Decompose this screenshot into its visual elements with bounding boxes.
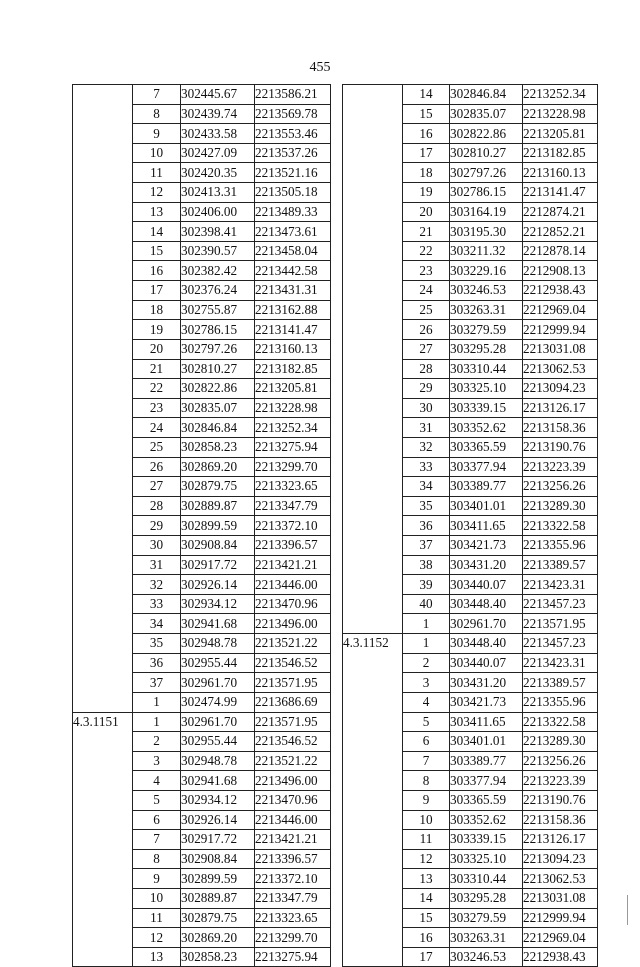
coordinate-table-left bbox=[72, 84, 331, 967]
x-coordinate-cell: 303310.44 bbox=[450, 359, 523, 379]
y-coordinate-cell: 2213182.85 bbox=[523, 143, 598, 163]
x-coordinate-cell: 302822.86 bbox=[450, 124, 523, 144]
point-index-cell: 35 bbox=[403, 496, 450, 516]
y-coordinate-cell: 2213470.96 bbox=[255, 594, 331, 614]
page-number: 455 bbox=[309, 60, 331, 75]
y-coordinate-cell: 2213473.61 bbox=[255, 222, 331, 242]
y-coordinate-cell: 2213505.18 bbox=[255, 183, 331, 203]
point-index-cell: 5 bbox=[133, 790, 181, 810]
point-index-cell: 1 bbox=[403, 614, 450, 634]
x-coordinate-cell: 303295.28 bbox=[450, 339, 523, 359]
y-coordinate-cell: 2213160.13 bbox=[255, 339, 331, 359]
x-coordinate-cell: 303352.62 bbox=[450, 810, 523, 830]
x-coordinate-cell: 303440.07 bbox=[450, 653, 523, 673]
x-coordinate-cell: 302398.41 bbox=[181, 222, 255, 242]
y-coordinate-cell: 2213355.96 bbox=[523, 692, 598, 712]
x-coordinate-cell: 302869.20 bbox=[181, 928, 255, 948]
y-coordinate-cell: 2213496.00 bbox=[255, 614, 331, 634]
point-index-cell: 37 bbox=[133, 673, 181, 693]
point-index-cell: 10 bbox=[133, 143, 181, 163]
y-coordinate-cell: 2213421.21 bbox=[255, 830, 331, 850]
x-coordinate-cell: 303164.19 bbox=[450, 202, 523, 222]
point-index-cell: 25 bbox=[133, 437, 181, 457]
point-index-cell: 27 bbox=[403, 339, 450, 359]
point-index-cell: 12 bbox=[133, 183, 181, 203]
x-coordinate-cell: 302786.15 bbox=[181, 320, 255, 340]
point-index-cell: 29 bbox=[403, 379, 450, 399]
y-coordinate-cell: 2213141.47 bbox=[255, 320, 331, 340]
point-index-cell: 19 bbox=[133, 320, 181, 340]
x-coordinate-cell: 303263.31 bbox=[450, 300, 523, 320]
y-coordinate-cell: 2213489.33 bbox=[255, 202, 331, 222]
point-index-cell: 30 bbox=[403, 398, 450, 418]
x-coordinate-cell: 302879.75 bbox=[181, 908, 255, 928]
x-coordinate-cell: 302474.99 bbox=[181, 692, 255, 712]
x-coordinate-cell: 302846.84 bbox=[181, 418, 255, 438]
y-coordinate-cell: 2213228.98 bbox=[255, 398, 331, 418]
y-coordinate-cell: 2213141.47 bbox=[523, 183, 598, 203]
x-coordinate-cell: 302846.84 bbox=[450, 85, 523, 105]
x-coordinate-cell: 302835.07 bbox=[450, 104, 523, 124]
y-coordinate-cell: 2213190.76 bbox=[523, 790, 598, 810]
point-index-cell: 38 bbox=[403, 555, 450, 575]
point-index-cell: 19 bbox=[403, 183, 450, 203]
x-coordinate-cell: 302376.24 bbox=[181, 281, 255, 301]
x-coordinate-cell: 302948.78 bbox=[181, 634, 255, 654]
x-coordinate-cell: 303295.28 bbox=[450, 888, 523, 908]
y-coordinate-cell: 2213569.78 bbox=[255, 104, 331, 124]
point-index-cell: 16 bbox=[133, 261, 181, 281]
point-index-cell: 8 bbox=[133, 104, 181, 124]
y-coordinate-cell: 2213062.53 bbox=[523, 359, 598, 379]
x-coordinate-cell: 302961.70 bbox=[181, 673, 255, 693]
y-coordinate-cell: 2213205.81 bbox=[523, 124, 598, 144]
x-coordinate-cell: 302961.70 bbox=[181, 712, 255, 732]
y-coordinate-cell: 2212874.21 bbox=[523, 202, 598, 222]
point-index-cell: 33 bbox=[133, 594, 181, 614]
x-coordinate-cell: 303389.77 bbox=[450, 477, 523, 497]
x-coordinate-cell: 303377.94 bbox=[450, 771, 523, 791]
y-coordinate-cell: 2213457.23 bbox=[523, 594, 598, 614]
y-coordinate-cell: 2213228.98 bbox=[523, 104, 598, 124]
point-index-cell: 21 bbox=[403, 222, 450, 242]
y-coordinate-cell: 2213223.39 bbox=[523, 457, 598, 477]
table-row bbox=[73, 85, 331, 105]
y-coordinate-cell: 2213431.31 bbox=[255, 281, 331, 301]
x-coordinate-cell: 302908.84 bbox=[181, 536, 255, 556]
y-coordinate-cell: 2213372.10 bbox=[255, 516, 331, 536]
point-index-cell: 15 bbox=[133, 241, 181, 261]
x-coordinate-cell: 302869.20 bbox=[181, 457, 255, 477]
x-coordinate-cell: 302427.09 bbox=[181, 143, 255, 163]
x-coordinate-cell: 303431.20 bbox=[450, 555, 523, 575]
point-index-cell: 28 bbox=[133, 496, 181, 516]
x-coordinate-cell: 302858.23 bbox=[181, 947, 255, 967]
point-index-cell: 29 bbox=[133, 516, 181, 536]
y-coordinate-cell: 2213299.70 bbox=[255, 928, 331, 948]
point-index-cell: 15 bbox=[403, 104, 450, 124]
point-index-cell: 1 bbox=[133, 692, 181, 712]
point-index-cell: 1 bbox=[133, 712, 181, 732]
point-index-cell: 10 bbox=[403, 810, 450, 830]
point-index-cell: 10 bbox=[133, 888, 181, 908]
point-index-cell: 22 bbox=[133, 379, 181, 399]
y-coordinate-cell: 2212969.04 bbox=[523, 928, 598, 948]
y-coordinate-cell: 2212999.94 bbox=[523, 908, 598, 928]
y-coordinate-cell: 2213423.31 bbox=[523, 653, 598, 673]
y-coordinate-cell: 2213546.52 bbox=[255, 732, 331, 752]
x-coordinate-cell: 303279.59 bbox=[450, 320, 523, 340]
point-index-cell: 5 bbox=[403, 712, 450, 732]
y-coordinate-cell: 2213389.57 bbox=[523, 673, 598, 693]
x-coordinate-cell: 303246.53 bbox=[450, 281, 523, 301]
y-coordinate-cell: 2213094.23 bbox=[523, 379, 598, 399]
x-coordinate-cell: 303339.15 bbox=[450, 830, 523, 850]
y-coordinate-cell: 2213571.95 bbox=[255, 673, 331, 693]
point-index-cell: 2 bbox=[403, 653, 450, 673]
y-coordinate-cell: 2213252.34 bbox=[523, 85, 598, 105]
point-index-cell: 14 bbox=[133, 222, 181, 242]
x-coordinate-cell: 302879.75 bbox=[181, 477, 255, 497]
y-coordinate-cell: 2213423.31 bbox=[523, 575, 598, 595]
point-index-cell: 11 bbox=[133, 163, 181, 183]
x-coordinate-cell: 302926.14 bbox=[181, 810, 255, 830]
point-index-cell: 18 bbox=[133, 300, 181, 320]
y-coordinate-cell: 2213160.13 bbox=[523, 163, 598, 183]
y-coordinate-cell: 2212908.13 bbox=[523, 261, 598, 281]
point-index-cell: 1 bbox=[403, 634, 450, 654]
x-coordinate-cell: 302926.14 bbox=[181, 575, 255, 595]
x-coordinate-cell: 302858.23 bbox=[181, 437, 255, 457]
point-index-cell: 24 bbox=[133, 418, 181, 438]
coordinate-table-right bbox=[342, 84, 598, 967]
x-coordinate-cell: 302810.27 bbox=[450, 143, 523, 163]
point-index-cell: 13 bbox=[133, 202, 181, 222]
point-index-cell: 37 bbox=[403, 536, 450, 556]
x-coordinate-cell: 303325.10 bbox=[450, 379, 523, 399]
y-coordinate-cell: 2213256.26 bbox=[523, 477, 598, 497]
point-index-cell: 20 bbox=[403, 202, 450, 222]
y-coordinate-cell: 2213223.39 bbox=[523, 771, 598, 791]
x-coordinate-cell: 303401.01 bbox=[450, 732, 523, 752]
x-coordinate-cell: 303448.40 bbox=[450, 594, 523, 614]
point-index-cell: 24 bbox=[403, 281, 450, 301]
y-coordinate-cell: 2213571.95 bbox=[255, 712, 331, 732]
point-index-cell: 9 bbox=[403, 790, 450, 810]
table-row bbox=[73, 712, 331, 732]
point-index-cell: 35 bbox=[133, 634, 181, 654]
x-coordinate-cell: 303448.40 bbox=[450, 634, 523, 654]
x-coordinate-cell: 302433.58 bbox=[181, 124, 255, 144]
point-index-cell: 31 bbox=[133, 555, 181, 575]
x-coordinate-cell: 302445.67 bbox=[181, 85, 255, 105]
point-index-cell: 7 bbox=[133, 85, 181, 105]
x-coordinate-cell: 303389.77 bbox=[450, 751, 523, 771]
point-index-cell: 30 bbox=[133, 536, 181, 556]
x-coordinate-cell: 303229.16 bbox=[450, 261, 523, 281]
y-coordinate-cell: 2213686.69 bbox=[255, 692, 331, 712]
y-coordinate-cell: 2213496.00 bbox=[255, 771, 331, 791]
y-coordinate-cell: 2213289.30 bbox=[523, 496, 598, 516]
point-index-cell: 26 bbox=[403, 320, 450, 340]
x-coordinate-cell: 302941.68 bbox=[181, 614, 255, 634]
point-index-cell: 34 bbox=[133, 614, 181, 634]
y-coordinate-cell: 2213256.26 bbox=[523, 751, 598, 771]
point-index-cell: 22 bbox=[403, 241, 450, 261]
x-coordinate-cell: 302917.72 bbox=[181, 555, 255, 575]
point-index-cell: 16 bbox=[403, 928, 450, 948]
point-index-cell: 32 bbox=[133, 575, 181, 595]
x-coordinate-cell: 302889.87 bbox=[181, 888, 255, 908]
x-coordinate-cell: 303246.53 bbox=[450, 947, 523, 967]
x-coordinate-cell: 302941.68 bbox=[181, 771, 255, 791]
y-coordinate-cell: 2213521.16 bbox=[255, 163, 331, 183]
y-coordinate-cell: 2213421.21 bbox=[255, 555, 331, 575]
x-coordinate-cell: 303279.59 bbox=[450, 908, 523, 928]
point-index-cell: 36 bbox=[403, 516, 450, 536]
x-coordinate-cell: 302955.44 bbox=[181, 653, 255, 673]
y-coordinate-cell: 2213442.58 bbox=[255, 261, 331, 281]
point-index-cell: 8 bbox=[403, 771, 450, 791]
y-coordinate-cell: 2213521.22 bbox=[255, 634, 331, 654]
point-index-cell: 16 bbox=[403, 124, 450, 144]
x-coordinate-cell: 302810.27 bbox=[181, 359, 255, 379]
y-coordinate-cell: 2213347.79 bbox=[255, 496, 331, 516]
y-coordinate-cell: 2213396.57 bbox=[255, 536, 331, 556]
y-coordinate-cell: 2213458.04 bbox=[255, 241, 331, 261]
y-coordinate-cell: 2213094.23 bbox=[523, 849, 598, 869]
point-index-cell: 18 bbox=[403, 163, 450, 183]
x-coordinate-cell: 302439.74 bbox=[181, 104, 255, 124]
y-coordinate-cell: 2213396.57 bbox=[255, 849, 331, 869]
x-coordinate-cell: 302934.12 bbox=[181, 594, 255, 614]
y-coordinate-cell: 2212999.94 bbox=[523, 320, 598, 340]
x-coordinate-cell: 303352.62 bbox=[450, 418, 523, 438]
point-index-cell: 2 bbox=[133, 732, 181, 752]
x-coordinate-cell: 302406.00 bbox=[181, 202, 255, 222]
x-coordinate-cell: 303411.65 bbox=[450, 516, 523, 536]
x-coordinate-cell: 302797.26 bbox=[181, 339, 255, 359]
y-coordinate-cell: 2213205.81 bbox=[255, 379, 331, 399]
point-index-cell: 33 bbox=[403, 457, 450, 477]
y-coordinate-cell: 2213031.08 bbox=[523, 888, 598, 908]
y-coordinate-cell: 2213457.23 bbox=[523, 634, 598, 654]
point-index-cell: 6 bbox=[133, 810, 181, 830]
point-index-cell: 23 bbox=[133, 398, 181, 418]
y-coordinate-cell: 2213521.22 bbox=[255, 751, 331, 771]
point-index-cell: 39 bbox=[403, 575, 450, 595]
point-index-cell: 31 bbox=[403, 418, 450, 438]
y-coordinate-cell: 2212938.43 bbox=[523, 947, 598, 967]
point-index-cell: 40 bbox=[403, 594, 450, 614]
point-index-cell: 27 bbox=[133, 477, 181, 497]
point-index-cell: 34 bbox=[403, 477, 450, 497]
y-coordinate-cell: 2212969.04 bbox=[523, 300, 598, 320]
point-index-cell: 3 bbox=[403, 673, 450, 693]
x-coordinate-cell: 302889.87 bbox=[181, 496, 255, 516]
section-number-cell bbox=[343, 85, 403, 634]
x-coordinate-cell: 302420.35 bbox=[181, 163, 255, 183]
y-coordinate-cell: 2213299.70 bbox=[255, 457, 331, 477]
y-coordinate-cell: 2213322.58 bbox=[523, 516, 598, 536]
point-index-cell: 4 bbox=[403, 692, 450, 712]
x-coordinate-cell: 303411.65 bbox=[450, 712, 523, 732]
y-coordinate-cell: 2213323.65 bbox=[255, 908, 331, 928]
y-coordinate-cell: 2213062.53 bbox=[523, 869, 598, 889]
y-coordinate-cell: 2213322.58 bbox=[523, 712, 598, 732]
y-coordinate-cell: 2213190.76 bbox=[523, 437, 598, 457]
x-coordinate-cell: 303310.44 bbox=[450, 869, 523, 889]
x-coordinate-cell: 303195.30 bbox=[450, 222, 523, 242]
point-index-cell: 12 bbox=[133, 928, 181, 948]
section-number-cell: 4.3.1151 bbox=[73, 712, 133, 967]
point-index-cell: 14 bbox=[403, 85, 450, 105]
y-coordinate-cell: 2213252.34 bbox=[255, 418, 331, 438]
point-index-cell: 14 bbox=[403, 888, 450, 908]
point-index-cell: 3 bbox=[133, 751, 181, 771]
point-index-cell: 13 bbox=[403, 869, 450, 889]
y-coordinate-cell: 2213275.94 bbox=[255, 437, 331, 457]
scan-edge-line bbox=[627, 895, 628, 925]
x-coordinate-cell: 302908.84 bbox=[181, 849, 255, 869]
x-coordinate-cell: 303440.07 bbox=[450, 575, 523, 595]
y-coordinate-cell: 2213162.88 bbox=[255, 300, 331, 320]
y-coordinate-cell: 2213323.65 bbox=[255, 477, 331, 497]
x-coordinate-cell: 302955.44 bbox=[181, 732, 255, 752]
x-coordinate-cell: 302835.07 bbox=[181, 398, 255, 418]
x-coordinate-cell: 302948.78 bbox=[181, 751, 255, 771]
x-coordinate-cell: 303377.94 bbox=[450, 457, 523, 477]
point-index-cell: 17 bbox=[133, 281, 181, 301]
x-coordinate-cell: 302917.72 bbox=[181, 830, 255, 850]
x-coordinate-cell: 303339.15 bbox=[450, 398, 523, 418]
y-coordinate-cell: 2213571.95 bbox=[523, 614, 598, 634]
y-coordinate-cell: 2213158.36 bbox=[523, 810, 598, 830]
x-coordinate-cell: 302413.31 bbox=[181, 183, 255, 203]
y-coordinate-cell: 2213275.94 bbox=[255, 947, 331, 967]
x-coordinate-cell: 303421.73 bbox=[450, 536, 523, 556]
x-coordinate-cell: 303211.32 bbox=[450, 241, 523, 261]
point-index-cell: 36 bbox=[133, 653, 181, 673]
x-coordinate-cell: 302390.57 bbox=[181, 241, 255, 261]
x-coordinate-cell: 302899.59 bbox=[181, 869, 255, 889]
point-index-cell: 28 bbox=[403, 359, 450, 379]
y-coordinate-cell: 2213537.26 bbox=[255, 143, 331, 163]
y-coordinate-cell: 2213126.17 bbox=[523, 830, 598, 850]
y-coordinate-cell: 2213355.96 bbox=[523, 536, 598, 556]
x-coordinate-cell: 302822.86 bbox=[181, 379, 255, 399]
x-coordinate-cell: 303263.31 bbox=[450, 928, 523, 948]
point-index-cell: 6 bbox=[403, 732, 450, 752]
y-coordinate-cell: 2213289.30 bbox=[523, 732, 598, 752]
point-index-cell: 26 bbox=[133, 457, 181, 477]
table-row bbox=[343, 634, 598, 654]
point-index-cell: 12 bbox=[403, 849, 450, 869]
y-coordinate-cell: 2213446.00 bbox=[255, 575, 331, 595]
x-coordinate-cell: 302934.12 bbox=[181, 790, 255, 810]
y-coordinate-cell: 2213586.21 bbox=[255, 85, 331, 105]
y-coordinate-cell: 2212852.21 bbox=[523, 222, 598, 242]
point-index-cell: 20 bbox=[133, 339, 181, 359]
x-coordinate-cell: 303365.59 bbox=[450, 437, 523, 457]
point-index-cell: 13 bbox=[133, 947, 181, 967]
y-coordinate-cell: 2213546.52 bbox=[255, 653, 331, 673]
y-coordinate-cell: 2213372.10 bbox=[255, 869, 331, 889]
y-coordinate-cell: 2213182.85 bbox=[255, 359, 331, 379]
point-index-cell: 11 bbox=[403, 830, 450, 850]
point-index-cell: 4 bbox=[133, 771, 181, 791]
x-coordinate-cell: 302961.70 bbox=[450, 614, 523, 634]
point-index-cell: 7 bbox=[133, 830, 181, 850]
x-coordinate-cell: 303325.10 bbox=[450, 849, 523, 869]
y-coordinate-cell: 2213553.46 bbox=[255, 124, 331, 144]
x-coordinate-cell: 303365.59 bbox=[450, 790, 523, 810]
y-coordinate-cell: 2212938.43 bbox=[523, 281, 598, 301]
y-coordinate-cell: 2213126.17 bbox=[523, 398, 598, 418]
point-index-cell: 21 bbox=[133, 359, 181, 379]
y-coordinate-cell: 2213031.08 bbox=[523, 339, 598, 359]
section-number-cell: 4.3.1152 bbox=[343, 634, 403, 967]
x-coordinate-cell: 302382.42 bbox=[181, 261, 255, 281]
y-coordinate-cell: 2213347.79 bbox=[255, 888, 331, 908]
y-coordinate-cell: 2213389.57 bbox=[523, 555, 598, 575]
point-index-cell: 25 bbox=[403, 300, 450, 320]
point-index-cell: 23 bbox=[403, 261, 450, 281]
y-coordinate-cell: 2213470.96 bbox=[255, 790, 331, 810]
point-index-cell: 15 bbox=[403, 908, 450, 928]
point-index-cell: 8 bbox=[133, 849, 181, 869]
table-row bbox=[343, 85, 598, 105]
y-coordinate-cell: 2213446.00 bbox=[255, 810, 331, 830]
point-index-cell: 11 bbox=[133, 908, 181, 928]
y-coordinate-cell: 2213158.36 bbox=[523, 418, 598, 438]
point-index-cell: 7 bbox=[403, 751, 450, 771]
point-index-cell: 17 bbox=[403, 947, 450, 967]
x-coordinate-cell: 303401.01 bbox=[450, 496, 523, 516]
section-number-cell bbox=[73, 85, 133, 713]
point-index-cell: 17 bbox=[403, 143, 450, 163]
x-coordinate-cell: 302755.87 bbox=[181, 300, 255, 320]
x-coordinate-cell: 303421.73 bbox=[450, 692, 523, 712]
point-index-cell: 32 bbox=[403, 437, 450, 457]
x-coordinate-cell: 302899.59 bbox=[181, 516, 255, 536]
x-coordinate-cell: 302797.26 bbox=[450, 163, 523, 183]
point-index-cell: 9 bbox=[133, 869, 181, 889]
x-coordinate-cell: 302786.15 bbox=[450, 183, 523, 203]
x-coordinate-cell: 303431.20 bbox=[450, 673, 523, 693]
point-index-cell: 9 bbox=[133, 124, 181, 144]
y-coordinate-cell: 2212878.14 bbox=[523, 241, 598, 261]
